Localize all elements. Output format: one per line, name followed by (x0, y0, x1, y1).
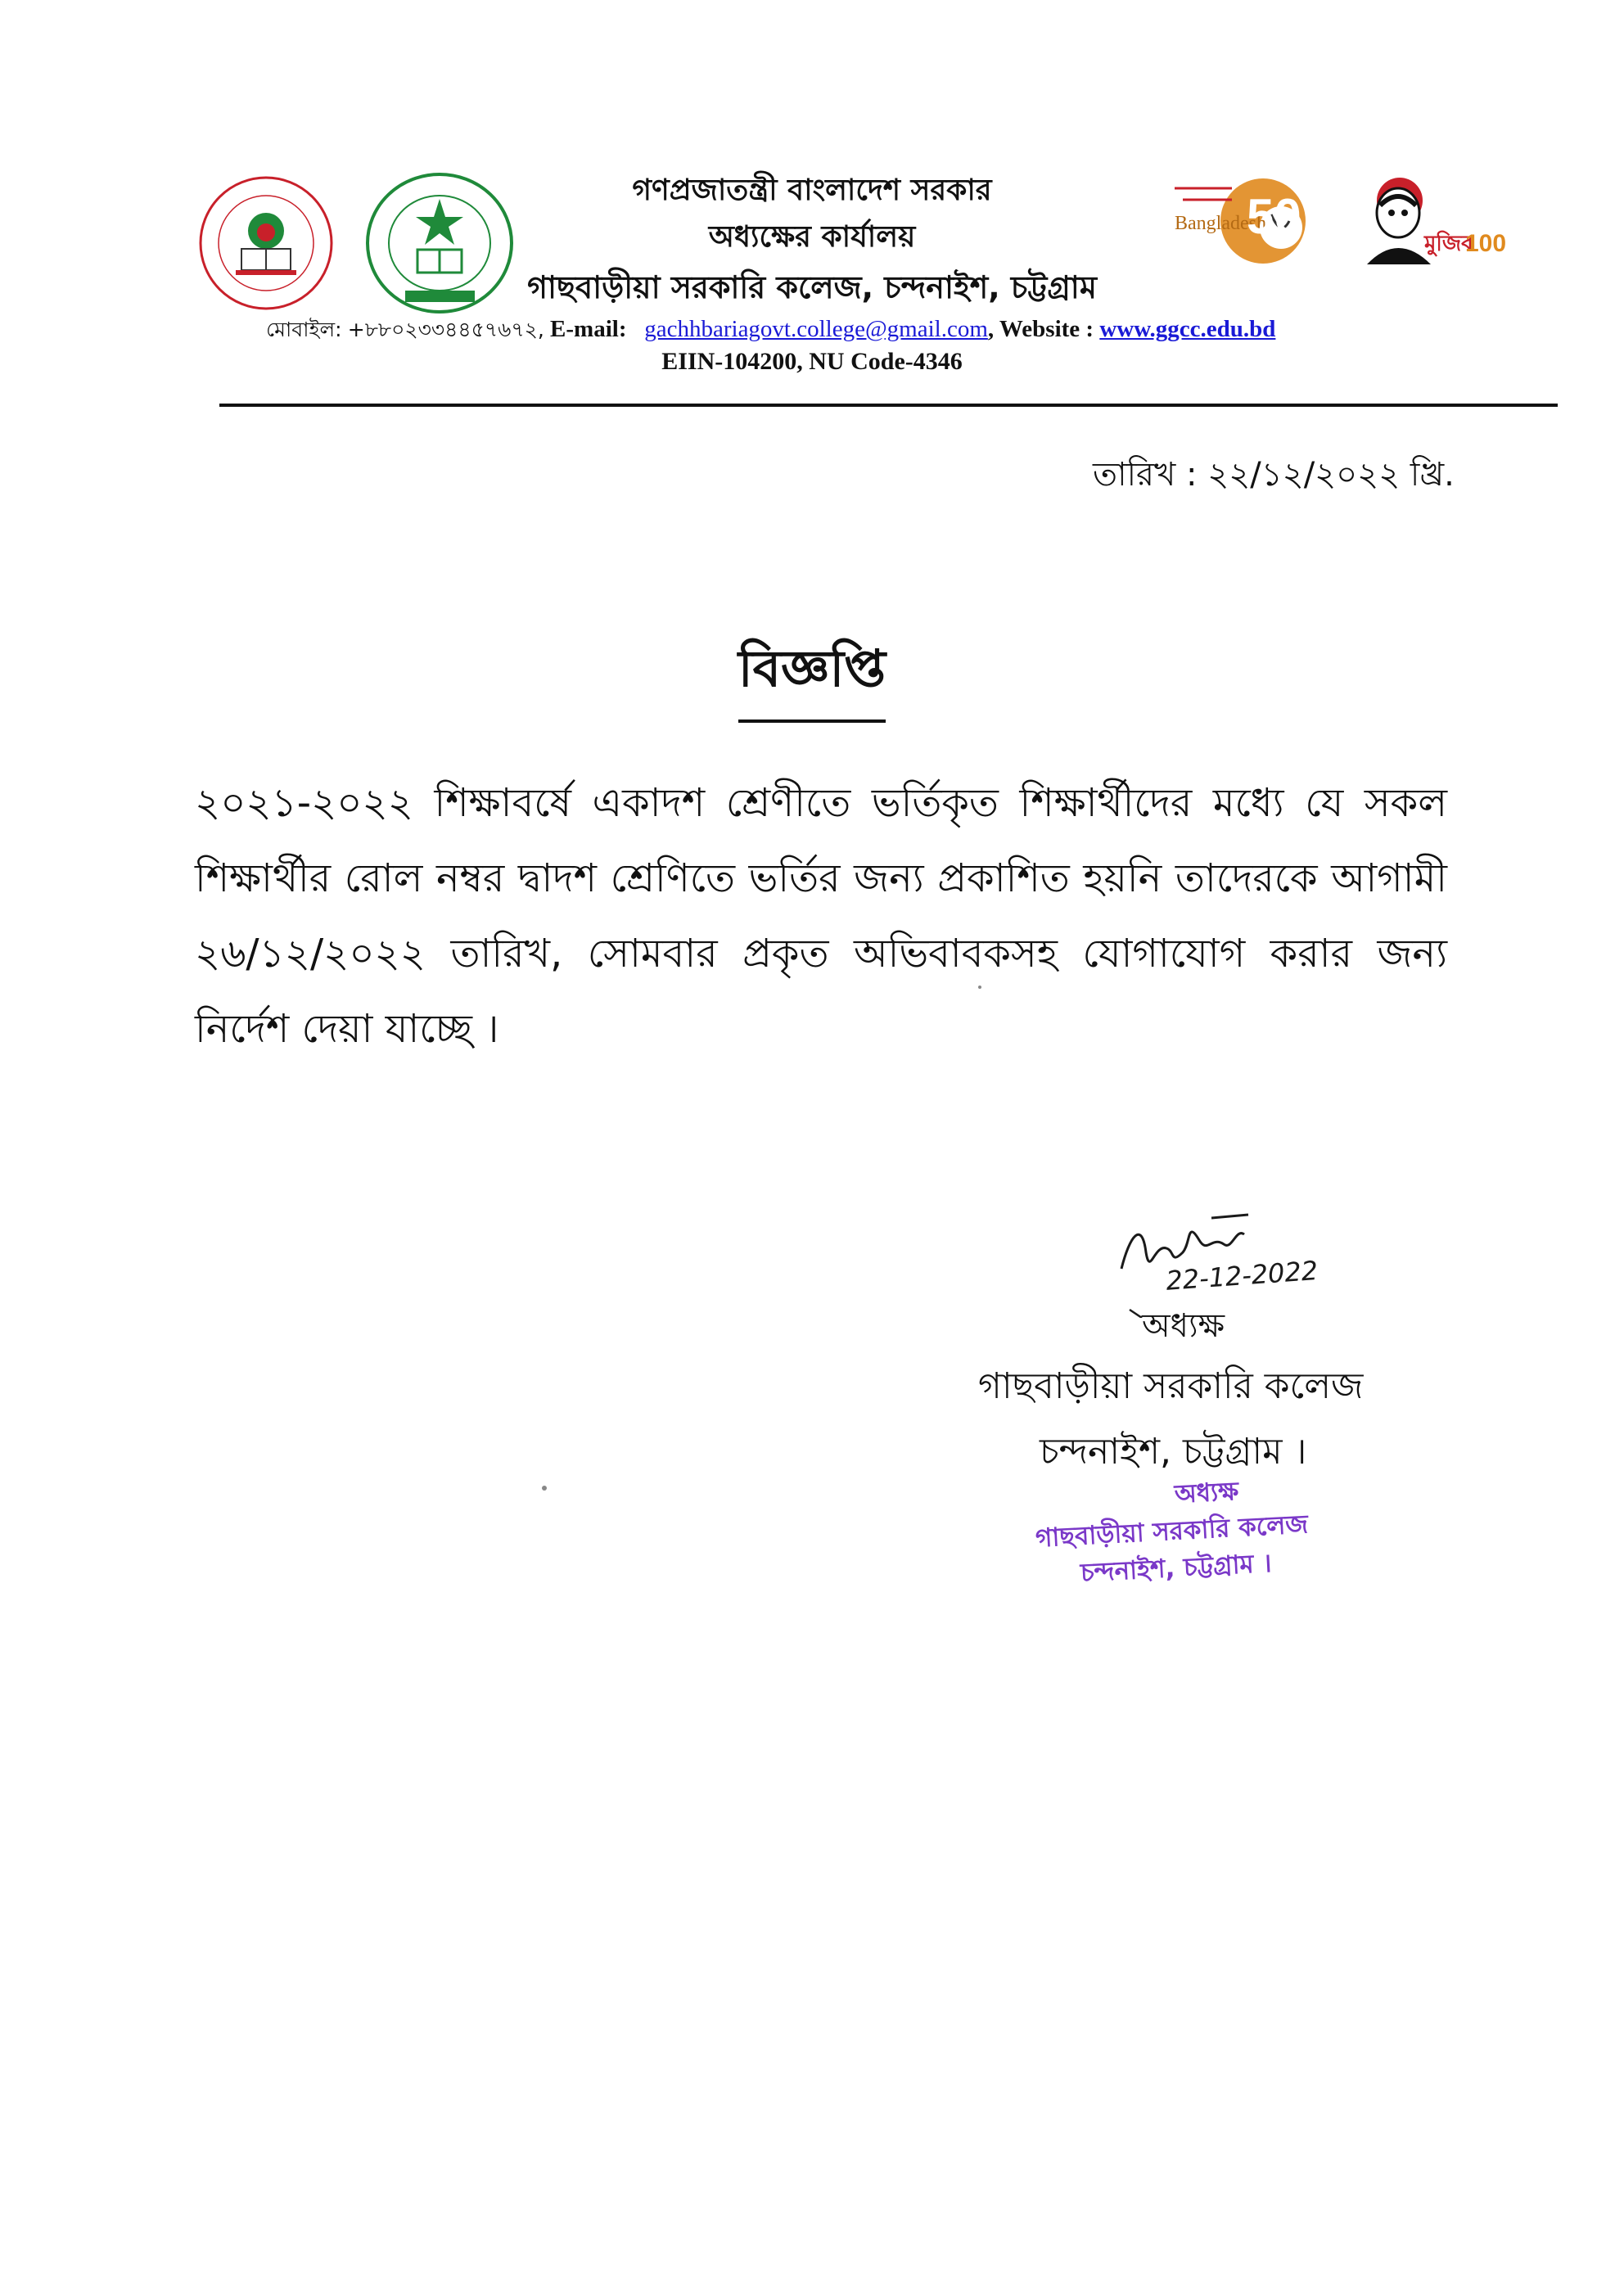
header-divider (219, 404, 1558, 407)
stamp-place: চন্দনাইশ, চট্টগ্রাম । (1080, 1548, 1273, 1589)
email-link[interactable]: gachhbariagovt.college@gmail.com (644, 316, 988, 342)
stamp-title: অধ্যক্ষ (1174, 1476, 1240, 1510)
bangladesh-50-logo (1166, 164, 1322, 278)
notice-body: ২০২১-২০২২ শিক্ষাবর্ষে একাদশ শ্রেণীতে ভর্তিকৃত শিক্ষার্থীদের মধ্যে যে সকল শিক্ষার্থীর রোল নম্বর দ্বাদশ শ্রেণিতে ভর্তির জন্য প্রকাশিত হয়নি তাদেরকে আগামী ২৬/১২/২০২২ তারিখ, সোমবার প্রকৃত অভিবাবকসহ যোগাযোগ করার জন্য নির্দেশ দেয়া যাচ্ছে । (195, 780, 1447, 1052)
mujib-label: মুজিব (1424, 232, 1473, 256)
stamp-institution: গাছবাড়ীয়া সরকারি কলেজ (1035, 1509, 1309, 1554)
signatory-institution: গাছবাড়ীয়া সরকারি কলেজ (978, 1365, 1364, 1407)
signatory-place: চন্দনাইশ, চট্টগ্রাম । (1040, 1431, 1307, 1473)
eiin-code: EIIN-104200, NU Code-4346 (661, 348, 963, 375)
signatory-title: অধ্যক্ষ (1142, 1307, 1225, 1345)
hundred-label: 100 (1465, 230, 1507, 257)
notice-date: তারিখ : ২২/১২/২০২২ খ্রি. (1093, 456, 1455, 494)
contact-line (266, 314, 1453, 349)
notice-title: বিজ্ঞপ্তি (738, 630, 886, 723)
government-title: গণপ্রজাতন্ত্রী বাংলাদেশ সরকার (632, 174, 992, 207)
mujib-100-logo (1351, 168, 1506, 274)
website-label: , Website : (987, 316, 1094, 342)
notice-title-wrap (0, 630, 1624, 723)
college-title: গাছবাড়ীয়া সরকারি কলেজ, চন্দনাইশ, চট্টগ্রাম (527, 269, 1097, 305)
bangladesh-label: Bangladesh (1175, 213, 1266, 234)
mobile-label: মোবাইল: (266, 318, 342, 341)
mobile-value: +৮৮০২৩৩৪৪৫৭৬৭২, (347, 318, 544, 341)
signature-date: 22-12-2022 (1165, 1255, 1320, 1297)
website-link[interactable]: www.ggcc.edu.bd (1099, 316, 1276, 342)
paper-speck (978, 986, 981, 989)
office-title: অধ্যক্ষের কার্যালয় (708, 220, 916, 254)
fifty-label: 50 (1247, 189, 1301, 244)
paper-speck (542, 1486, 547, 1491)
email-label: E-mail: (550, 316, 627, 342)
